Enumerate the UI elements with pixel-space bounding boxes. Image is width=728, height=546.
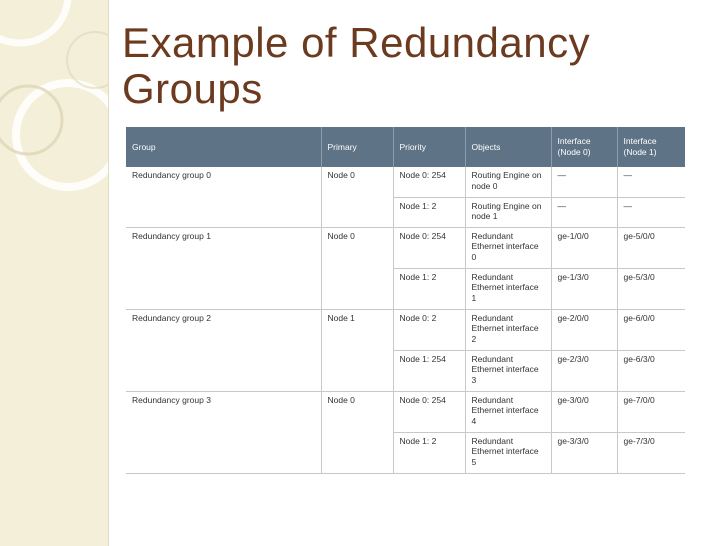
group-cell: Redundancy group 1 — [126, 227, 321, 309]
interface-node1-cell: ge-6/0/0 — [617, 309, 685, 350]
table-row — [126, 167, 685, 197]
priority-cell: Node 0: 254 — [393, 391, 465, 432]
priority-cell: Node 1: 2 — [393, 432, 465, 473]
objects-cell: Routing Engine on node 0 — [465, 167, 551, 197]
header-interface-node1: Interface (Node 1) — [617, 127, 685, 167]
objects-cell: Redundant Ethernet interface 2 — [465, 309, 551, 350]
redundancy-groups-table — [126, 127, 685, 474]
interface-node1-cell: ge-5/0/0 — [617, 227, 685, 268]
priority-cell: Node 0: 254 — [393, 227, 465, 268]
primary-cell: Node 1 — [321, 309, 393, 391]
objects-cell: Redundant Ethernet interface 3 — [465, 350, 551, 391]
table-body — [126, 167, 685, 473]
header-priority: Priority — [393, 127, 465, 167]
interface-node0-cell: ge-2/0/0 — [551, 309, 617, 350]
primary-cell: Node 0 — [321, 227, 393, 309]
interface-node0-cell: ge-2/3/0 — [551, 350, 617, 391]
objects-cell: Routing Engine on node 1 — [465, 197, 551, 227]
group-cell: Redundancy group 3 — [126, 391, 321, 473]
interface-node1-cell: ge-6/3/0 — [617, 350, 685, 391]
header-interface-node0: Interface (Node 0) — [551, 127, 617, 167]
redundancy-table-container — [126, 127, 685, 474]
priority-cell: Node 0: 254 — [393, 167, 465, 197]
primary-cell: Node 0 — [321, 391, 393, 473]
interface-node1-cell: — — [617, 197, 685, 227]
header-group: Group — [126, 127, 321, 167]
objects-cell: Redundant Ethernet interface 1 — [465, 268, 551, 309]
interface-node0-cell: — — [551, 167, 617, 197]
interface-node1-cell: — — [617, 167, 685, 197]
priority-cell: Node 1: 2 — [393, 197, 465, 227]
interface-node0-cell: ge-3/3/0 — [551, 432, 617, 473]
header-primary: Primary — [321, 127, 393, 167]
interface-node0-cell: ge-3/0/0 — [551, 391, 617, 432]
interface-node0-cell: — — [551, 197, 617, 227]
interface-node1-cell: ge-5/3/0 — [617, 268, 685, 309]
table-header — [126, 127, 685, 167]
decorative-sidebar — [0, 0, 109, 546]
interface-node1-cell: ge-7/0/0 — [617, 391, 685, 432]
group-cell: Redundancy group 0 — [126, 167, 321, 227]
decorative-circles — [0, 0, 108, 546]
table-row — [126, 391, 685, 432]
primary-cell: Node 0 — [321, 167, 393, 227]
objects-cell: Redundant Ethernet interface 5 — [465, 432, 551, 473]
objects-cell: Redundant Ethernet interface 0 — [465, 227, 551, 268]
group-cell: Redundancy group 2 — [126, 309, 321, 391]
table-row — [126, 227, 685, 268]
interface-node0-cell: ge-1/3/0 — [551, 268, 617, 309]
priority-cell: Node 1: 2 — [393, 268, 465, 309]
priority-cell: Node 0: 2 — [393, 309, 465, 350]
interface-node0-cell: ge-1/0/0 — [551, 227, 617, 268]
slide-title: Example of Redundancy Groups — [122, 19, 591, 112]
header-row — [126, 127, 685, 167]
objects-cell: Redundant Ethernet interface 4 — [465, 391, 551, 432]
table-row — [126, 309, 685, 350]
interface-node1-cell: ge-7/3/0 — [617, 432, 685, 473]
priority-cell: Node 1: 254 — [393, 350, 465, 391]
header-objects: Objects — [465, 127, 551, 167]
